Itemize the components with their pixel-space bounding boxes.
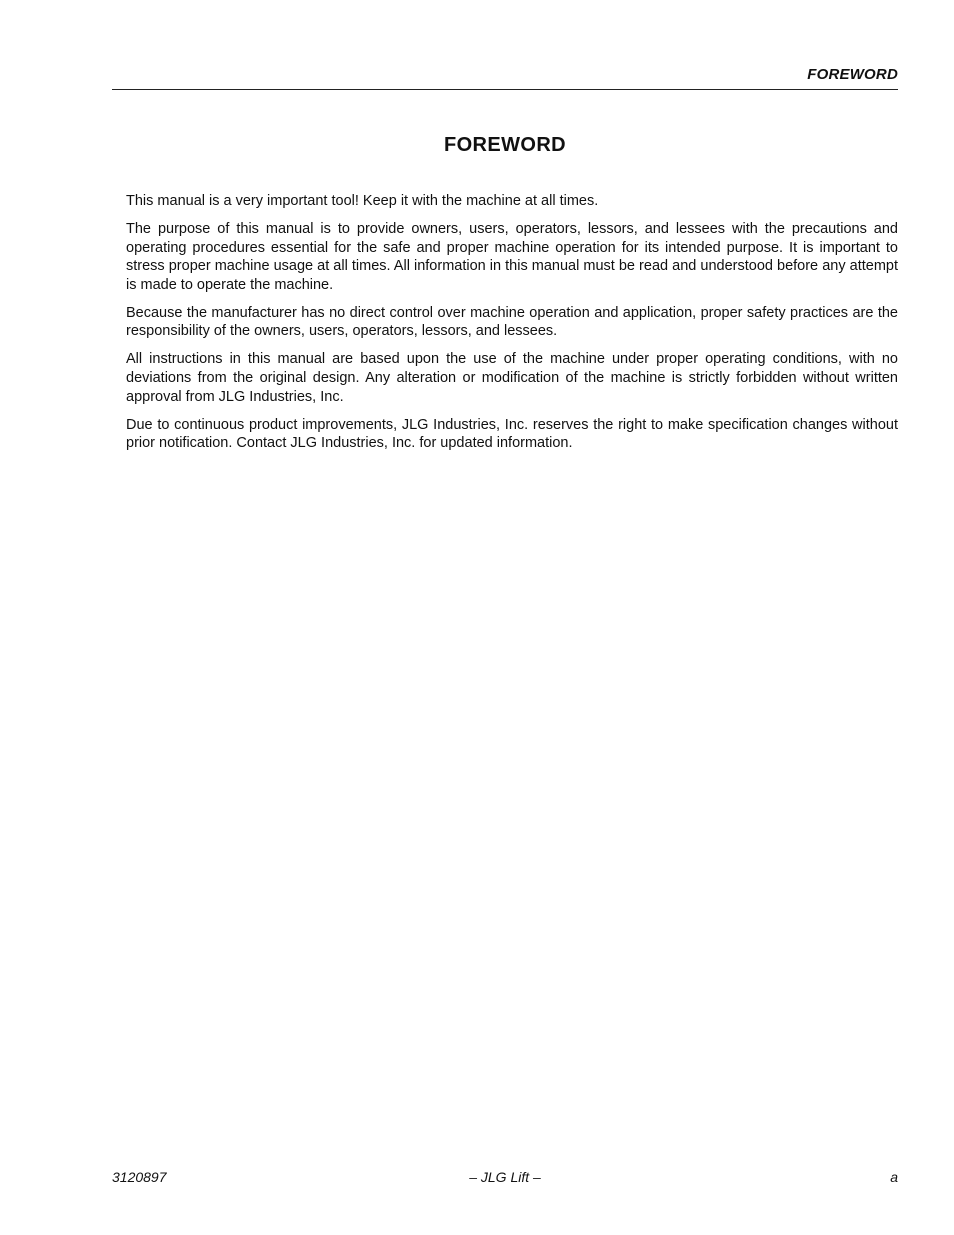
paragraph-responsibility: Because the manufacturer has no direct control over machine operation and application, proper safety practices are the responsibility of the owners, users, operators, lessors, and lessees. (126, 304, 898, 340)
document-number: 3120897 (112, 1169, 167, 1185)
running-footer (112, 1169, 898, 1189)
paragraph-purpose: The purpose of this manual is to provide owners, users, operators, lessors, and lessees with the precautions and operating procedures essential for the safe and proper machine operation for its intended purpose. It is important to stress proper machine usage at all times. All information in this manual must be read and understood before any attempt is made to operate the machine. (126, 220, 898, 293)
paragraph-instructions: All instructions in this manual are based upon the use of the machine under proper operating conditions, with no deviations from the original design. Any alteration or modification of the machine is strictly forbidden without written approval from JLG Industries, Inc. (126, 351, 898, 405)
page-title: FOREWORD (443, 134, 567, 156)
header-divider (112, 89, 898, 90)
paragraph-improvements: Due to continuous product improvements, JLG Industries, Inc. reserves the right to make specification changes without prior notification. Contact JLG Industries, Inc. for updated information. (126, 416, 898, 452)
paragraph-intro: This manual is a very important tool! Keep it with the machine at all times. (126, 193, 599, 209)
running-header-title: FOREWORD (807, 66, 898, 83)
page-number: a (890, 1169, 898, 1185)
footer-product-name: – JLG Lift – (469, 1169, 541, 1185)
foreword-body (126, 192, 898, 462)
